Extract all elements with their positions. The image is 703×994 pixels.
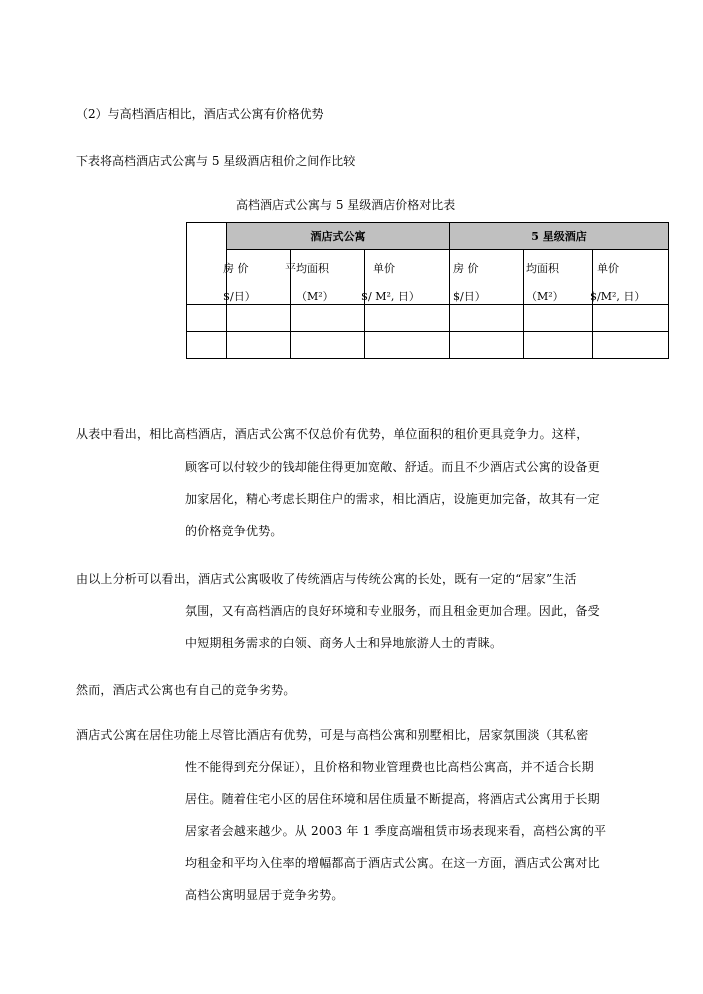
paragraph-line: 从表中看出，相比高档酒店，酒店式公寓不仅总价有优势，单位面积的租价更具竞争力。这样， (76, 427, 589, 441)
group-header-hotel: 5 星级酒店 (450, 223, 669, 250)
table-cell (593, 305, 669, 332)
table-row (187, 332, 669, 359)
table-cell (365, 305, 450, 332)
paragraph-line: 居家者会越来越少。从 2003 年 1 季度高端租赁市场表现来看，高档公寓的平 (185, 824, 607, 838)
paragraph-disadvantage-intro: 然而，酒店式公寓也有自己的竞争劣势。 (76, 683, 296, 697)
paragraph-line: 氛围，又有高档酒店的良好环境和专业服务，而且租金更加合理。因此，备受 (185, 604, 600, 618)
paragraph-line: 顾客可以付较少的钱却能住得更加宽敞、舒适。而且不少酒店式公寓的设备更 (185, 460, 600, 474)
header-cell (450, 250, 524, 305)
header-room-price-label: 房 价 (453, 262, 479, 275)
table-corner-cell (187, 223, 227, 305)
table-cell (291, 332, 365, 359)
table-cell (227, 332, 291, 359)
header-avg-area-label: 均面积 (526, 262, 559, 275)
table-title: 高档酒店式公寓与 5 星级酒店价格对比表 (236, 198, 456, 212)
paragraph-line: 酒店式公寓在居住功能上尽管比酒店有优势，可是与高档公寓和别墅相比，居家氛围淡（其私密 (76, 728, 589, 742)
paragraph-line: 性不能得到充分保证），且价格和物业管理费也比高档公寓高，并不适合长期 (185, 760, 594, 774)
section-heading: （2）与高档酒店相比，酒店式公寓有价格优势 (76, 107, 324, 121)
header-cell (590, 250, 669, 305)
header-unit-price-unit: $/M², 日） (590, 290, 646, 303)
paragraph-line: 均租金和平均入住率的增幅都高于酒店式公寓。在这一方面，酒店式公寓对比 (185, 856, 600, 870)
table-cell (187, 332, 227, 359)
header-room-price-unit: $/日） (453, 290, 486, 303)
table-cell (450, 305, 524, 332)
table-cell (524, 332, 593, 359)
header-cell (361, 250, 450, 305)
header-cell (524, 250, 593, 305)
paragraph-line: 中短期租务需求的白领、商务人士和异地旅游人士的青睐。 (185, 636, 503, 650)
header-unit-price-label: 单价 (597, 262, 619, 275)
header-avg-area-unit: （M²） (296, 290, 334, 303)
header-room-price-unit: $/日） (223, 290, 256, 303)
group-header-apartment: 酒店式公寓 (227, 223, 450, 250)
paragraph-line: 的价格竞争优势。 (185, 524, 283, 538)
table-cell (291, 305, 365, 332)
table-cell (524, 305, 593, 332)
price-comparison-table (186, 222, 669, 359)
header-cell (223, 250, 291, 305)
table-cell (450, 332, 524, 359)
header-avg-area-label: 平均面积 (285, 262, 329, 275)
table-row (187, 305, 669, 332)
header-room-price-label: 房 价 (223, 262, 249, 275)
table-cell (187, 305, 227, 332)
table-cell (365, 332, 450, 359)
paragraph-line: 高档公寓明显居于竞争劣势。 (185, 888, 344, 902)
paragraph-line: 居住。随着住宅小区的居住环境和居住质量不断提高，将酒店式公寓用于长期 (185, 792, 600, 806)
header-unit-price-unit: $/ M², 日） (361, 290, 420, 303)
paragraph-line: 加家居化，精心考虑长期住户的需求，相比酒店，设施更加完备，故其有一定 (185, 492, 600, 506)
paragraph-line: 由以上分析可以看出，酒店式公寓吸收了传统酒店与传统公寓的长处，既有一定的“居家”生活 (76, 572, 577, 586)
header-unit-price-label: 单价 (373, 262, 395, 275)
intro-text: 下表将高档酒店式公寓与 5 星级酒店租价之间作比较 (76, 154, 356, 168)
header-avg-area-unit: （M²） (526, 290, 564, 303)
header-cell (285, 250, 365, 305)
table-cell (227, 305, 291, 332)
table-cell (593, 332, 669, 359)
